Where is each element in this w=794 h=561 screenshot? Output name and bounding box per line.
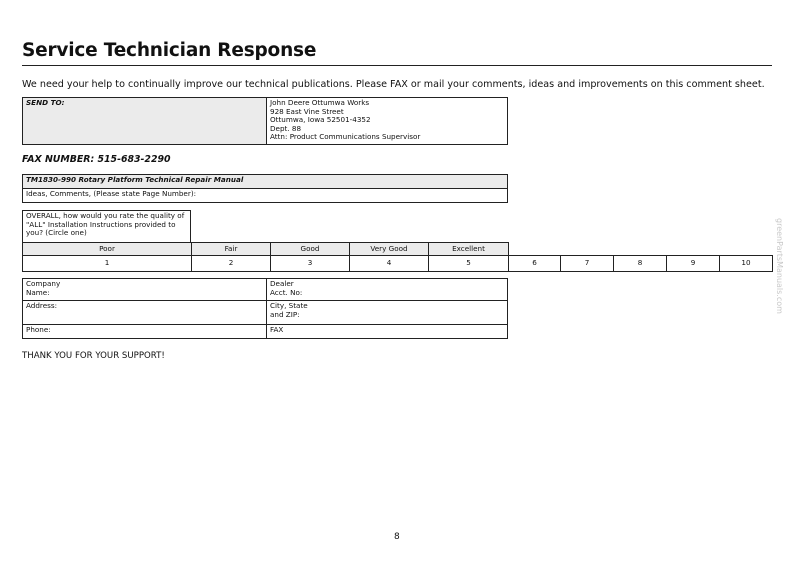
title-divider [22, 65, 772, 66]
rating-option-6[interactable] [508, 255, 561, 272]
phone-field[interactable] [22, 324, 267, 339]
rating-question-line: OVERALL, how would you rate the quality of [26, 211, 185, 220]
send-to-address-cell [266, 97, 508, 145]
rating-label-text: Excellent [452, 244, 485, 253]
rating-option-1[interactable] [22, 255, 192, 272]
city-label-line: City, State [270, 301, 308, 310]
rating-number: 5 [466, 258, 471, 267]
rating-label-text: Very Good [370, 244, 408, 253]
rating-option-7[interactable] [560, 255, 614, 272]
rating-number: 2 [228, 258, 234, 267]
page-number: 8 [394, 532, 400, 542]
manual-title-cell [22, 174, 508, 189]
thank-you-text: THANK YOU FOR YOUR SUPPORT! [22, 351, 165, 361]
rating-option-3[interactable] [270, 255, 350, 272]
comments-label: Ideas, Comments, (Please state Page Number): [26, 189, 197, 198]
phone-label: Phone: [26, 325, 51, 334]
address-line: Ottumwa, Iowa 52501-4352 [270, 115, 371, 125]
rating-label-poor [22, 242, 192, 256]
address-label: Address: [26, 301, 58, 310]
rating-label-good [270, 242, 350, 256]
watermark: greenPartsManuals.com [775, 218, 784, 314]
address-line: Dept. 88 [270, 123, 302, 133]
rating-label-text: Poor [99, 244, 115, 253]
rating-number: 6 [532, 258, 537, 267]
fax-label: FAX [270, 325, 284, 334]
company-name-field[interactable] [22, 278, 267, 301]
address-line: Attn: Product Communications Supervisor [270, 132, 421, 142]
city-state-zip-field[interactable] [266, 300, 508, 325]
rating-question-line: "ALL" Installation Instructions provided to [26, 219, 176, 229]
rating-number: 10 [741, 258, 751, 267]
rating-label-text: Good [300, 244, 320, 253]
fax-field[interactable] [266, 324, 508, 339]
rating-option-5[interactable] [428, 255, 509, 272]
dealer-label-line: Acct. No: [270, 287, 303, 297]
dealer-label-line: Dealer [270, 279, 294, 288]
address-line: John Deere Ottumwa Works [270, 98, 370, 107]
fax-number: FAX NUMBER: 515-683-2290 [22, 154, 171, 165]
address-line: 928 East Vine Street [270, 106, 344, 116]
address-field[interactable] [22, 300, 267, 325]
rating-label-very-good [349, 242, 429, 256]
rating-label-fair [191, 242, 271, 256]
rating-number: 3 [307, 258, 313, 267]
rating-number: 7 [584, 258, 590, 267]
page-title: Service Technician Response [22, 40, 317, 61]
rating-number: 1 [104, 258, 110, 267]
send-to-label-cell [22, 97, 267, 145]
rating-number: 9 [690, 258, 696, 267]
rating-option-4[interactable] [349, 255, 429, 272]
manual-title: TM1830-990 Rotary Platform Technical Repair Manual [26, 175, 244, 184]
dealer-account-field[interactable] [266, 278, 508, 301]
rating-option-10[interactable] [719, 255, 773, 272]
rating-option-2[interactable] [191, 255, 271, 272]
comments-field[interactable] [22, 188, 508, 203]
company-label-line: Name: [26, 287, 50, 297]
rating-number: 4 [386, 258, 392, 267]
city-label-line: and ZIP: [270, 309, 300, 319]
company-label-line: Company [26, 279, 61, 288]
send-to-label: SEND TO: [26, 98, 65, 107]
rating-option-9[interactable] [666, 255, 720, 272]
rating-question-line: you? (Circle one) [26, 228, 87, 238]
intro-text: We need your help to continually improve our technical publications. Please FAX or mail your comments, ideas and improvements on this comment sheet. [22, 79, 765, 90]
rating-number: 8 [637, 258, 643, 267]
rating-label-text: Fair [224, 244, 238, 253]
rating-label-excellent [428, 242, 509, 256]
rating-option-8[interactable] [613, 255, 667, 272]
rating-question-cell [22, 210, 191, 243]
